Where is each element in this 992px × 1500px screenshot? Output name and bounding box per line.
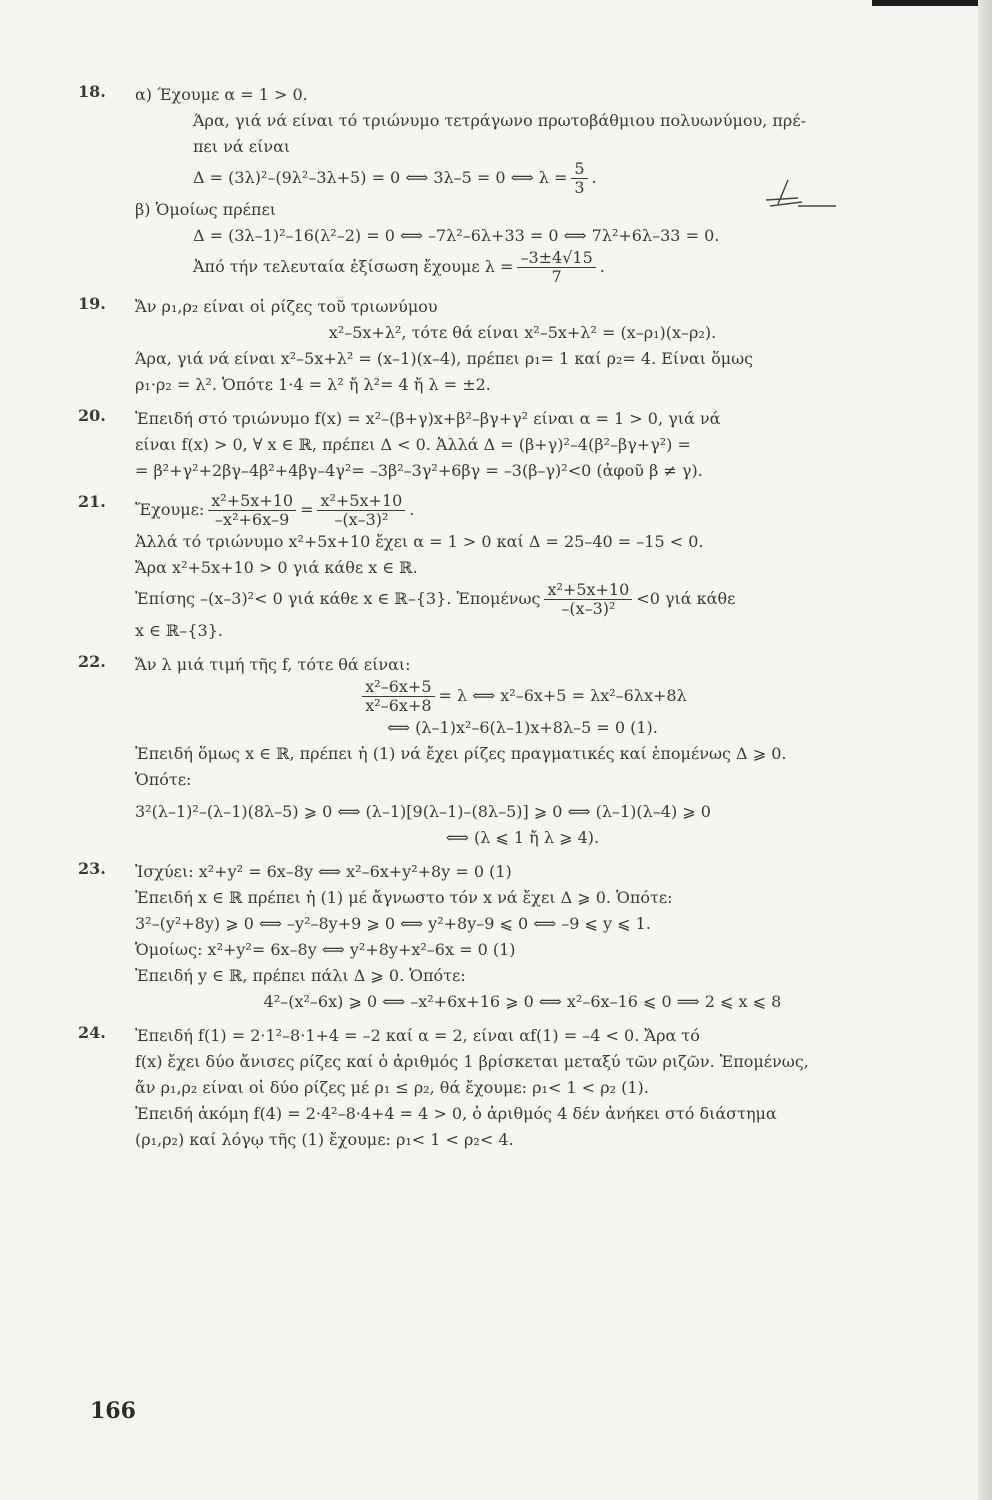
text: <0 γιά κάθε bbox=[636, 589, 736, 608]
text: Ἐπίσης –(x–3)²< 0 γιά κάθε x ∈ ℝ–{3}. Ἑπομένως bbox=[135, 589, 541, 608]
numerator: x²–6x+5 bbox=[362, 678, 434, 697]
text-line: 3²–(y²+8y) ⩾ 0 ⟺ –y²–8y+9 ⩾ 0 ⟺ y²+8y–9 ⩽ 0 ⟺ –9 ⩽ y ⩽ 1. bbox=[135, 914, 651, 933]
text-line: Άρα, γιά νά είναι τό τριώνυμο τετράγωνο πρωτοβάθμιου πολυωνύμου, πρέ- bbox=[193, 111, 807, 130]
problem-item bbox=[80, 406, 910, 484]
scan-right-edge bbox=[978, 0, 992, 1500]
numerator: x²+5x+10 bbox=[317, 492, 405, 511]
numerator: x²+5x+10 bbox=[544, 581, 632, 600]
text-line: 3²(λ–1)²–(λ–1)(8λ–5) ⩾ 0 ⟺ (λ–1)[9(λ–1)–(8λ–5)] ⩾ 0 ⟺ (λ–1)(λ–4) ⩾ 0 bbox=[135, 802, 711, 821]
text-line: Ἀλλά τό τριώνυμο x²+5x+10 ἔχει α = 1 > 0 καί Δ = 25–40 = –15 < 0. bbox=[135, 532, 704, 551]
fraction bbox=[517, 249, 595, 286]
problem-item bbox=[80, 294, 910, 398]
problem-body bbox=[135, 1023, 910, 1153]
text-line: πει νά είναι bbox=[193, 137, 291, 156]
problem-body bbox=[135, 859, 910, 1015]
text-line: Ἐπειδή ἀκόμη f(4) = 2·4²–8·4+4 = 4 > 0, ὁ ἀριθμός 4 δέν ἀνήκει στό διάστημα bbox=[135, 1104, 777, 1123]
problem-body bbox=[135, 492, 910, 644]
text-line: β) Ὁμοίως πρέπει bbox=[135, 200, 277, 219]
problem-number: 19. bbox=[78, 294, 106, 313]
fraction bbox=[362, 678, 434, 715]
text-line: Ἄν λ μιά τιμή τῆς f, τότε θά είναι: bbox=[135, 655, 411, 674]
fraction bbox=[571, 160, 587, 197]
page-content bbox=[80, 82, 910, 1161]
text-line: Ἰσχύει: x²+y² = 6x–8y ⟺ x²–6x+y²+8y = 0 (1) bbox=[135, 862, 512, 881]
text-line: ⟺ (λ–1)x²–6(λ–1)x+8λ–5 = 0 (1). bbox=[387, 718, 658, 737]
text: Δ = (3λ)²–(9λ²–3λ+5) = 0 ⟺ 3λ–5 = 0 ⟺ λ = bbox=[193, 168, 568, 187]
problem-item bbox=[80, 492, 910, 644]
text-line bbox=[135, 249, 910, 286]
text-line: ⟺ (λ ⩽ 1 ἤ λ ⩾ 4). bbox=[445, 828, 600, 847]
problem-item bbox=[80, 82, 910, 286]
text: . bbox=[409, 500, 415, 519]
scan-top-edge bbox=[872, 0, 992, 6]
text-line: Ἐπειδή στό τριώνυμο f(x) = x²–(β+γ)x+β²–βγ+γ² είναι α = 1 > 0, γιά νά bbox=[135, 409, 721, 428]
denominator: –x²+6x–9 bbox=[215, 510, 290, 529]
problem-number: 22. bbox=[78, 652, 106, 671]
problem-number: 23. bbox=[78, 859, 106, 878]
problem-number: 21. bbox=[78, 492, 106, 511]
problem-body bbox=[135, 294, 910, 398]
fraction bbox=[317, 492, 405, 529]
text-line: Ἄν ρ₁,ρ₂ είναι οἱ ρίζες τοῦ τριωνύμου bbox=[135, 297, 438, 316]
denominator: –(x–3)² bbox=[561, 599, 616, 618]
text: . bbox=[591, 168, 597, 187]
text-line: ρ₁·ρ₂ = λ². Ὁπότε 1·4 = λ² ἤ λ²= 4 ἤ λ = ±2. bbox=[135, 375, 491, 394]
text-line: Ἐπειδή f(1) = 2·1²–8·1+4 = –2 καί α = 2, είναι αf(1) = –4 < 0. Ἄρα τό bbox=[135, 1026, 700, 1045]
text-line: = β²+γ²+2βγ–4β²+4βγ–4γ²= –3β²–3γ²+6βγ = –3(β–γ)²<0 (ἀφοῦ β ≠ γ). bbox=[135, 461, 703, 480]
problem-item bbox=[80, 1023, 910, 1153]
problem-item bbox=[80, 859, 910, 1015]
numerator: –3±4√15 bbox=[517, 249, 595, 268]
text: Ἔχουμε: bbox=[135, 500, 205, 519]
problem-number: 24. bbox=[78, 1023, 106, 1042]
fraction bbox=[208, 492, 296, 529]
text-line: f(x) ἔχει δύο ἄνισες ρίζες καί ὁ ἀριθμός 1 βρίσκεται μεταξύ τῶν ριζῶν. Ἑπομένως, bbox=[135, 1052, 809, 1071]
text-line bbox=[135, 581, 910, 618]
text-line: Ἐπειδή y ∈ ℝ, πρέπει πάλι Δ ⩾ 0. Ὁπότε: bbox=[135, 966, 466, 985]
numerator: 5 bbox=[571, 160, 587, 179]
text-line: Ὁπότε: bbox=[135, 770, 192, 789]
problem-body bbox=[135, 652, 910, 851]
text-line: είναι f(x) > 0, ∀ x ∈ ℝ, πρέπει Δ < 0. Ἀλλά Δ = (β+γ)²–4(β²–βγ+γ²) = bbox=[135, 435, 691, 454]
text-line bbox=[135, 160, 910, 197]
text-line bbox=[135, 492, 910, 529]
text: . bbox=[599, 257, 605, 276]
denominator: 3 bbox=[574, 178, 585, 197]
fraction bbox=[544, 581, 632, 618]
text-line: Ὁμοίως: x²+y²= 6x–8y ⟺ y²+8y+x²–6x = 0 (1) bbox=[135, 940, 516, 959]
problem-number: 18. bbox=[78, 82, 106, 101]
text: Ἀπό τήν τελευταία ἐξίσωση ἔχουμε λ = bbox=[193, 257, 514, 276]
text-line: Ἐπειδή x ∈ ℝ πρέπει ἡ (1) μέ ἄγνωστο τόν x νά ἔχει Δ ⩾ 0. Ὁπότε: bbox=[135, 888, 673, 907]
numerator: x²+5x+10 bbox=[208, 492, 296, 511]
text-line: 4²–(x²–6x) ⩾ 0 ⟺ –x²+6x+16 ⩾ 0 ⟺ x²–6x–16 ⩽ 0 ⟹ 2 ⩽ x ⩽ 8 bbox=[263, 992, 782, 1011]
text-line: ἄν ρ₁,ρ₂ είναι οἱ δύο ρίζες μέ ρ₁ ≤ ρ₂, θά ἔχουμε: ρ₁< 1 < ρ₂ (1). bbox=[135, 1078, 649, 1097]
text-line bbox=[135, 678, 910, 715]
text-line: Ἄρα x²+5x+10 > 0 γιά κάθε x ∈ ℝ. bbox=[135, 558, 418, 577]
text-line: Άρα, γιά νά είναι x²–5x+λ² = (x–1)(x–4), πρέπει ρ₁= 1 καί ρ₂= 4. Είναι ὅμως bbox=[135, 349, 754, 368]
page-number: 166 bbox=[90, 1398, 136, 1424]
problem-item bbox=[80, 652, 910, 851]
denominator: –(x–3)² bbox=[334, 510, 389, 529]
problem-body bbox=[135, 406, 910, 484]
text-line: x ∈ ℝ–{3}. bbox=[135, 621, 223, 640]
text-line: Ἐπειδή ὅμως x ∈ ℝ, πρέπει ἡ (1) νά ἔχει ρίζες πραγματικές καί ἑπομένως Δ ⩾ 0. bbox=[135, 744, 787, 763]
text-line: x²–5x+λ², τότε θά είναι x²–5x+λ² = (x–ρ₁)(x–ρ₂). bbox=[328, 323, 717, 342]
denominator: 7 bbox=[551, 267, 562, 286]
text-line: α) Έχουμε α = 1 > 0. bbox=[135, 85, 308, 104]
text: = bbox=[300, 500, 314, 519]
text-line: Δ = (3λ–1)²–16(λ²–2) = 0 ⟺ –7λ²–6λ+33 = 0 ⟺ 7λ²+6λ–33 = 0. bbox=[193, 226, 720, 245]
text: = λ ⟺ x²–6x+5 = λx²–6λx+8λ bbox=[438, 686, 687, 705]
denominator: x²–6x+8 bbox=[365, 696, 432, 715]
problem-number: 20. bbox=[78, 406, 106, 425]
text-line: (ρ₁,ρ₂) καί λόγῳ τῆς (1) ἔχουμε: ρ₁< 1 < ρ₂< 4. bbox=[135, 1130, 514, 1149]
problem-body bbox=[135, 82, 910, 286]
